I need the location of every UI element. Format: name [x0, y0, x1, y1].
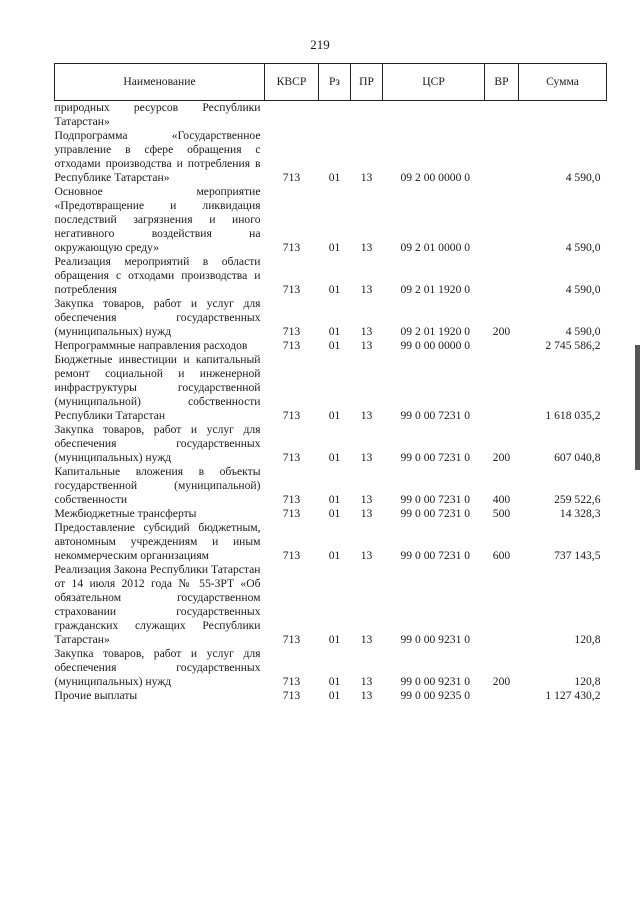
row-rz: 01: [328, 633, 341, 646]
row-csr: 99 0 00 7231 0: [400, 409, 471, 422]
table-row: [55, 507, 607, 521]
row-name: Прочие выплаты: [54, 689, 138, 702]
row-rz: 01: [328, 451, 341, 464]
row-csr: 99 0 00 9231 0: [400, 675, 471, 688]
row-sum: 1 127 430,2: [545, 689, 601, 702]
row-rz: 01: [328, 493, 341, 506]
row-sum: 4 590,0: [565, 325, 601, 338]
budget-table: [54, 63, 607, 703]
row-kvsr: 713: [282, 171, 301, 184]
header-pr: ПР: [351, 64, 383, 101]
table-row: [55, 465, 607, 507]
row-vr: [485, 689, 519, 703]
header-sum: Сумма: [519, 64, 607, 101]
row-csr: 09 2 00 0000 0: [400, 171, 471, 184]
row-sum: 4 590,0: [565, 171, 601, 184]
row-name: Реализация мероприятий в области обращения с отходами производства и потребления: [54, 255, 261, 296]
table-row: [55, 521, 607, 563]
row-rz: 01: [328, 325, 341, 338]
row-sum: 4 590,0: [565, 241, 601, 254]
row-vr: [485, 129, 519, 185]
row-pr: 13: [360, 689, 373, 702]
row-kvsr: 713: [282, 241, 301, 254]
table-header: [55, 64, 607, 101]
row-name: Реализация Закона Республики Татарстан от 14 июля 2012 года № 55-ЗРТ «Об обязательном государственном страховании государственных гражданских служащих Республики Татарстан»: [54, 563, 261, 646]
row-pr: 13: [360, 633, 373, 646]
row-name: Закупка товаров, работ и услуг для обеспечения государственных (муниципальных) нужд: [54, 297, 261, 338]
row-vr: [485, 255, 519, 297]
row-name: Основное мероприятие «Предотвращение и ликвидация последствий загрязнения и иного негативного воздействия на окружающую среду»: [54, 185, 261, 254]
row-vr: [485, 101, 519, 130]
row-sum: 120,8: [574, 675, 601, 688]
row-name: Бюджетные инвестиции и капитальный ремонт социальной и инженерной инфраструктуры государственной (муниципальной) собственности Республики Татарстан: [54, 353, 261, 422]
row-name: Межбюджетные трансферты: [54, 507, 197, 520]
header-vr: ВР: [485, 64, 519, 101]
row-kvsr: 713: [282, 339, 301, 352]
row-name: Непрограммные направления расходов: [54, 339, 248, 352]
row-kvsr: 713: [282, 283, 301, 296]
row-vr: 600: [492, 549, 511, 562]
table-row: [55, 129, 607, 185]
row-csr: 99 0 00 7231 0: [400, 493, 471, 506]
row-pr: 13: [360, 451, 373, 464]
header-rz: Рз: [319, 64, 351, 101]
row-name: природных ресурсов Республики Татарстан»: [54, 101, 261, 128]
row-sum: 737 143,5: [554, 549, 601, 562]
row-csr: 09 2 01 1920 0: [400, 325, 471, 338]
row-vr: [485, 185, 519, 255]
row-csr: 99 0 00 7231 0: [400, 451, 471, 464]
row-vr: [485, 339, 519, 353]
row-kvsr: [265, 101, 319, 130]
table-row: [55, 563, 607, 647]
table-body: [55, 101, 607, 704]
row-kvsr: 713: [282, 633, 301, 646]
row-csr: 99 0 00 9231 0: [400, 633, 471, 646]
row-vr: 200: [492, 451, 511, 464]
row-vr: 400: [492, 493, 511, 506]
table-row: [55, 353, 607, 423]
row-pr: 13: [360, 241, 373, 254]
row-pr: 13: [360, 283, 373, 296]
row-pr: 13: [360, 409, 373, 422]
row-sum: 1 618 035,2: [545, 409, 601, 422]
row-rz: 01: [328, 339, 341, 352]
row-vr: 200: [492, 675, 511, 688]
row-kvsr: 713: [282, 409, 301, 422]
row-sum: 259 522,6: [554, 493, 601, 506]
row-sum: [519, 101, 607, 130]
table-row: [55, 339, 607, 353]
row-vr: 200: [492, 325, 511, 338]
row-sum: 607 040,8: [554, 451, 601, 464]
table-row: [55, 647, 607, 689]
row-sum: 2 745 586,2: [545, 339, 601, 352]
row-pr: 13: [360, 675, 373, 688]
row-vr: [485, 353, 519, 423]
row-rz: 01: [328, 675, 341, 688]
row-pr: 13: [360, 549, 373, 562]
row-name: Закупка товаров, работ и услуг для обеспечения государственных (муниципальных) нужд: [54, 647, 261, 688]
row-name: Закупка товаров, работ и услуг для обеспечения государственных (муниципальных) нужд: [54, 423, 261, 464]
row-kvsr: 713: [282, 493, 301, 506]
table-row: [55, 689, 607, 703]
row-csr: 99 0 00 0000 0: [400, 339, 471, 352]
page-number: 219: [310, 37, 330, 52]
row-name: Предоставление субсидий бюджетным, автономным учреждениям и иным некоммерческим организациям: [54, 521, 261, 562]
row-csr: 99 0 00 7231 0: [400, 549, 471, 562]
header-csr: ЦСР: [383, 64, 485, 101]
table-row: [55, 101, 607, 130]
row-vr: 500: [492, 507, 511, 520]
row-name: Капитальные вложения в объекты государственной (муниципальной) собственности: [54, 465, 261, 506]
row-csr: 99 0 00 7231 0: [400, 507, 471, 520]
row-csr: [383, 101, 485, 130]
row-vr: [485, 563, 519, 647]
row-sum: 4 590,0: [565, 283, 601, 296]
row-pr: 13: [360, 507, 373, 520]
row-pr: 13: [360, 339, 373, 352]
row-pr: [351, 101, 383, 130]
row-rz: 01: [328, 171, 341, 184]
row-rz: 01: [328, 549, 341, 562]
scan-edge-bar: [635, 345, 640, 470]
row-csr: 09 2 01 1920 0: [400, 283, 471, 296]
row-csr: 09 2 01 0000 0: [400, 241, 471, 254]
row-pr: 13: [360, 171, 373, 184]
row-pr: 13: [360, 493, 373, 506]
row-csr: 99 0 00 9235 0: [400, 689, 471, 702]
header-kvsr: КВСР: [265, 64, 319, 101]
row-rz: 01: [328, 689, 341, 702]
row-rz: 01: [328, 507, 341, 520]
row-kvsr: 713: [282, 675, 301, 688]
row-sum: 120,8: [574, 633, 601, 646]
header-name: Наименование: [55, 64, 265, 101]
row-sum: 14 328,3: [559, 507, 601, 520]
row-kvsr: 713: [282, 507, 301, 520]
row-kvsr: 713: [282, 451, 301, 464]
row-rz: 01: [328, 283, 341, 296]
row-kvsr: 713: [282, 549, 301, 562]
row-pr: 13: [360, 325, 373, 338]
table-row: [55, 423, 607, 465]
row-kvsr: 713: [282, 689, 301, 702]
table-row: [55, 255, 607, 297]
table-row: [55, 297, 607, 339]
row-name: Подпрограмма «Государственное управление в сфере обращения с отходами производства и потребления в Республике Татарстан»: [54, 129, 261, 184]
row-kvsr: 713: [282, 325, 301, 338]
row-rz: 01: [328, 241, 341, 254]
table-row: [55, 185, 607, 255]
row-rz: [319, 101, 351, 130]
row-rz: 01: [328, 409, 341, 422]
